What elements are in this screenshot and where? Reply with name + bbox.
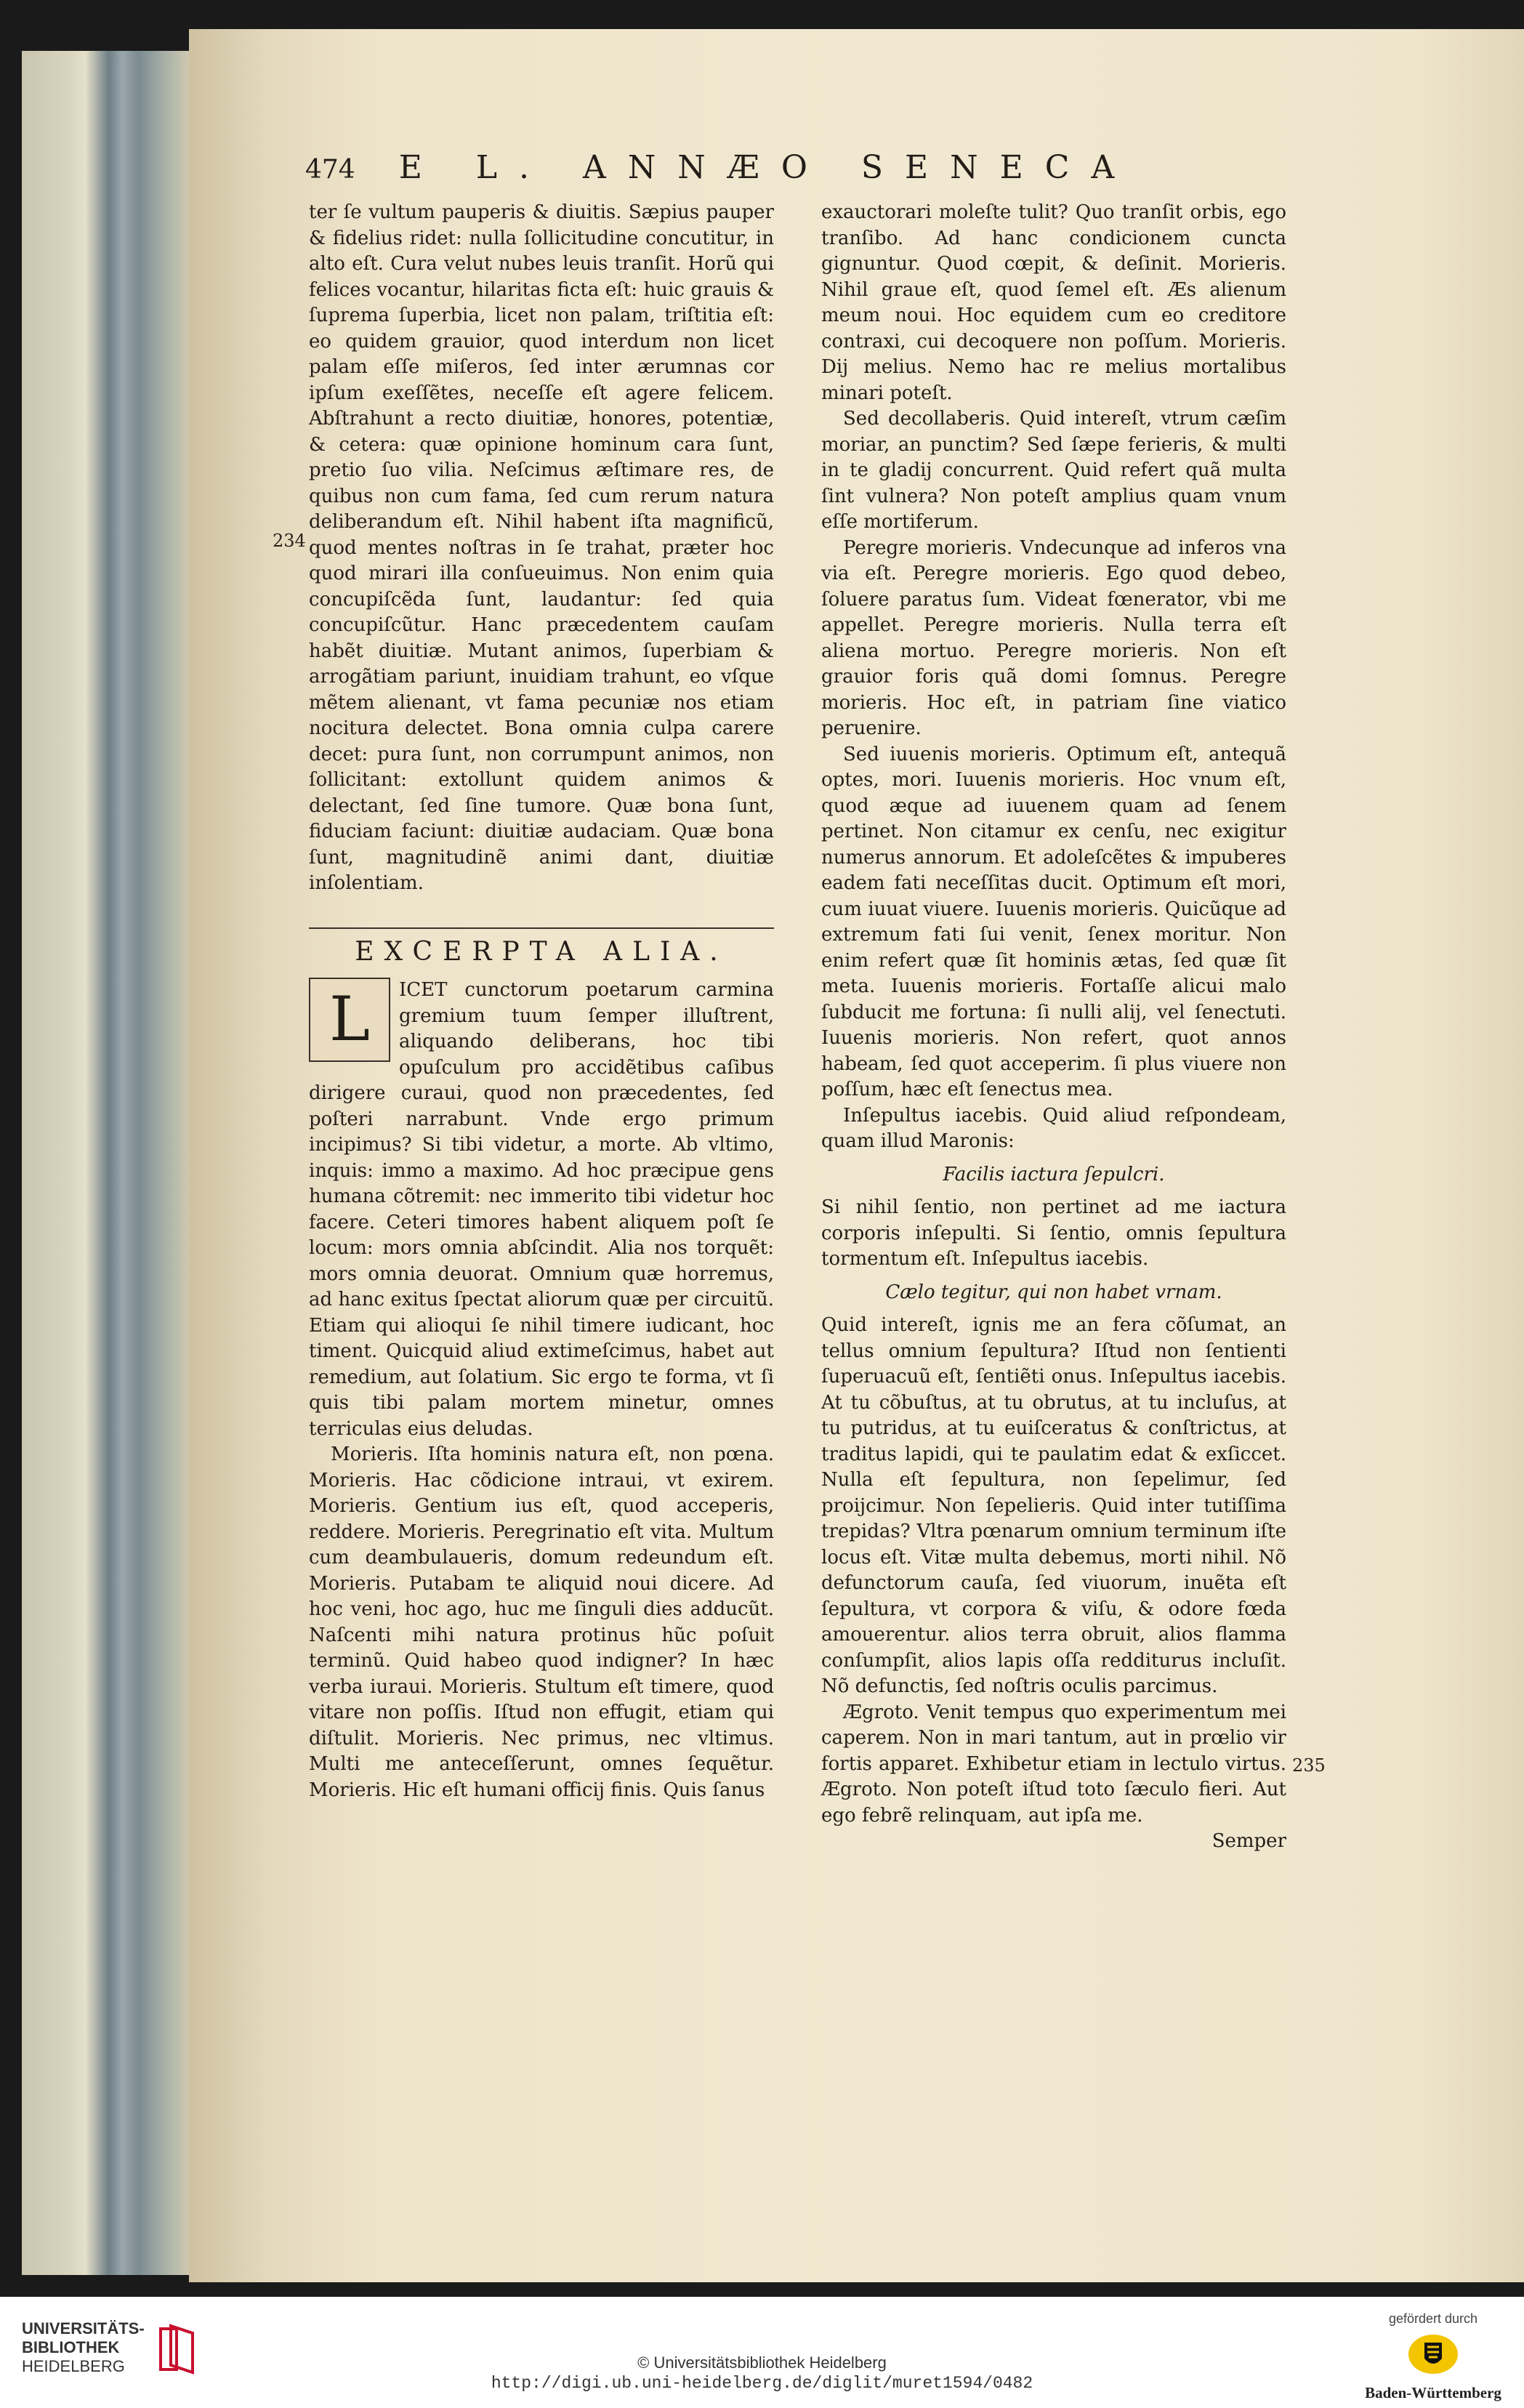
left-paragraph: ter ſe vultum pauperis & diuitis. Sæpius pauper & fidelius ridet: nulla ſollicitudine concutitur, in alto eſt. Cura velut nubes leuis tranſit. Horũ qui felices vocantur, hilaritas ficta eſt: huic grauis & ſuprema ſuperbia, licet non palam, triſtitia eſt: eo quidem grauior, quod interdum non licet palam eſſe miſeros, ſed inter ærumnas cor ipſum exeſſẽtes, neceſſe eſt agere felicem. Abſtrahunt a recto diuitiæ, honores, potentiæ, & cetera: quæ opinione hominum cara ſunt, pretio ſuo vilia. Neſcimus æſtimare res, de quibus non cum fama, ſed cum rerum natura deliberandum eſt. Nihil habent iſta magnificũ, quod mentes noſtras in ſe trahat, præter hoc quod mirari illa conſueuimus. Non enim quia concupiſcẽda ſunt, laudantur: ſed quia concupiſcũtur. Hanc præcedentem cauſam habẽt diuitiæ. Mutant animos, ſuperbiam & arrogãtiam pariunt, inuidiam trahunt, eo vſque mẽtem alienant, vt fama pecuniæ nos etiam nocitura delectet. Bona omnia culpa carere decet: pura ſunt, non corrumpunt animos, non ſollicitant: extollunt quidem animos & delectant, ſed ſine tumore. Quæ bona ſunt, fiduciam faciunt: diuitiæ audaciam. Quæ bona ſunt, magnitudinẽ animi dant, diuitiæ inſolentiam. bbox=[309, 201, 774, 894]
right-column bbox=[821, 200, 1286, 1855]
book-scan bbox=[22, 22, 1524, 2290]
right-paragraph: Ægroto. Venit tempus quo experimentum mei caperem. Non in mari tantum, aut in prœlio vir fortis apparet. Exhibetur etiam in lectulo virtus. Ægroto. Non poteſt iſtud toto ſæculo fieri. Aut ego febrẽ relinquam, aut ipſa me. bbox=[821, 1701, 1286, 1827]
right-paragraph: Peregre morieris. Vndecunque ad inferos vna via eſt. Peregre morieris. Ego quod debeo, ſoluere paratus ſum. Videat fœnerator, vbi me appellet. Peregre morieris. Nulla terra eſt aliena mortuo. Peregre morieris. Non eſt grauior foris quã domi ſomnus. Peregre morieris. Hoc eſt, in patriam ſine viatico peruenire. bbox=[821, 536, 1286, 739]
section-paragraph: Morieris. Iſta hominis natura eſt, non pœna. Morieris. Hac cõdicione intraui, vt exirem. Morieris. Gentium ius eſt, quod acceperis, reddere. Morieris. Peregrinatio eſt vita. Multum cum deambulaueris, domum redeundum eſt. Morieris. Putabam te aliquid noui dicere. Ad hoc veni, hoc ago, huc me ſinguli dies adducũt. Naſcenti mihi natura protinus hũc poſuit terminũ. Quid habeo quod indigner? In hæc verba iuraui. Morieris. Stultum eſt timere, quod vitare non poſſis. Iſtud non effugit, etiam qui diſtulit. Morieris. Nec primus, nec vltimus. Multi me anteceſſerunt, omnes ſequẽtur. Morieris. Hic eſt humani officij finis. Quis ſanus bbox=[309, 1443, 774, 1801]
verse-quote: Cælo tegitur, qui non habet vrnam. bbox=[885, 1281, 1222, 1303]
page-number: 474 bbox=[305, 155, 355, 185]
right-paragraph: Sed decollaberis. Quid intereſt, vtrum cæſim moriar, an punctim? Sed ſæpe ferieris, & multi in te gladij concurrent. Quid refert quã multa ſint vulnera? Non poteſt amplius quam vnum eſſe mortiferum. bbox=[821, 408, 1286, 533]
permalink-url[interactable]: http://digi.ub.uni-heidelberg.de/diglit/muret1594/0482 bbox=[491, 2374, 1033, 2393]
margin-note-right: 235 bbox=[1292, 1755, 1326, 1776]
right-paragraph: Quid intereſt, ignis me an fera cõſumat, an tellus omnium ſepultura? Iſtud non ſentienti ſuperuacuũ eſt, ſentiẽti onus. Inſepultus iacebis. At tu cõbuſtus, at tu obrutus, at tu incluſus, at tu putridus, at tu euiſceratus & conſtrictus, at traditus lapidi, qui te paulatim edat & exſiccet. Nulla eſt ſepultura, non ſepelimur, ſed proijcimur. Non ſepelieris. Quid inter tutiſſima trepidas? Vltra pœnarum omnium terminum iſte locus eſt. Vitæ multa debemus, morti nihil. Nõ defunctorum cauſa, ſed viuorum, inuẽta eſt ſepultura, vt corpora & viſu, & odore fœda amouerentur. alios terra obruit, alios flamma conſumpſit, alios lapis oſſa redditurus incluſit. Nõ defunctis, ſed noſtris oculis parcimus. bbox=[821, 1314, 1286, 1697]
right-paragraph: Si nihil ſentio, non pertinet ad me iactura corporis inſepulti. Si ſentio, omnis ſepultura tormentum eſt. Inſepultus iacebis. bbox=[821, 1196, 1286, 1270]
left-column bbox=[309, 200, 774, 1803]
verse-quote: Facilis iactura ſepulcri. bbox=[943, 1163, 1165, 1185]
section-rule bbox=[309, 927, 774, 929]
book-page-edges bbox=[22, 51, 189, 2275]
right-paragraph: Inſepultus iacebis. Quid aliud reſpondeam, quam illud Maronis: bbox=[821, 1104, 1286, 1152]
running-title: E L. ANNÆO SENECA bbox=[398, 149, 1137, 186]
margin-note-left: 234 bbox=[273, 531, 306, 551]
right-paragraph: exauctorari moleſte tulit? Quo tranſit orbis, ego tranſibo. Ad hanc condicionem cuncta gignuntur. Quod cœpit, & deſinit. Morieris. Nihil graue eſt, quod ſemel eſt. Æs alienum meum noui. Hoc equidem cum eo creditore contraxi, cui decoquere non poſſum. Morieris. Dij melius. Nemo hac re melius mortalibus minari poteſt. bbox=[821, 201, 1286, 404]
sponsor-name: Baden-Württemberg bbox=[1365, 2384, 1501, 2401]
sponsor-block bbox=[1364, 2311, 1502, 2402]
library-name: UNIVERSITÄTS- BIBLIOTHEK HEIDELBERG bbox=[22, 2319, 145, 2375]
catchword: Semper bbox=[1211, 1830, 1286, 1852]
right-paragraph: Sed iuuenis morieris. Optimum eſt, antequã optes, mori. Iuuenis morieris. Hoc vnum eſt, quod æque ad iuuenem quam ad ſenem pertinet. Non citamur ex cenſu, nec exigitur numerus annorum. Et adoleſcẽtes & impuberes eadem fati neceſſitas ducit. Optimum eſt mori, cum iuuat viuere. Iuuenis morieris. Quicũque ad extremum fati ſui venit, ſenex moritur. Non enim refert quæ ſit hominis ætas, ſed quæ ſit meta. Iuuenis morieris. Fortaſſe alicui malo ſubducit me fortuna: ſi nulli alij, vel ſenectuti. Iuuenis morieris. Non refert, quot annos habeam, ſed quot acceperim. ſi plus viuere non poſſum, hæc eſt ſenectus mea. bbox=[821, 743, 1286, 1100]
sponsor-label: gefördert durch bbox=[1388, 2311, 1478, 2326]
running-header bbox=[305, 149, 1410, 186]
section-paragraph: ICET cunctorum poetarum carmina gremium tuum ſemper illuſtrent, aliquando deliberans, hoc tibi opuſculum pro accidẽtibus caſibus dirigere curaui, quod non præcedentes, ſed poſteri narrabunt. Vnde ergo primum incipimus? Si tibi videtur, a morte. Ab vltimo, inquis: immo a maximo. Ad hoc præcipue gens humana cõtremit: nec immerito tibi videtur hoc facere. Ceteri timores habent aliquem poſt ſe locum: mors omnia abſcindit. Alia nos torquẽt: mors omnia deuorat. Omnium quæ horremus, ad hanc exitus ſpectat aliorum quæ per circuitũ. Etiam qui alioqui ſe nihil timere iudicant, hoc timent. Quicquid aliud extimeſcimus, habet aut remedium, aut ſolatium. Sic ergo te forma, vt ſi quis tibi palam mortem minetur, omnes terriculas eius deludas. bbox=[309, 979, 774, 1440]
state-crest-icon bbox=[1406, 2332, 1461, 2376]
footer-bar bbox=[0, 2297, 1524, 2408]
decorated-initial: L bbox=[309, 978, 390, 1062]
section-title: EXCERPTA ALIA. bbox=[355, 936, 728, 967]
copyright-text: © Universitätsbibliothek Heidelberg bbox=[637, 2353, 887, 2372]
